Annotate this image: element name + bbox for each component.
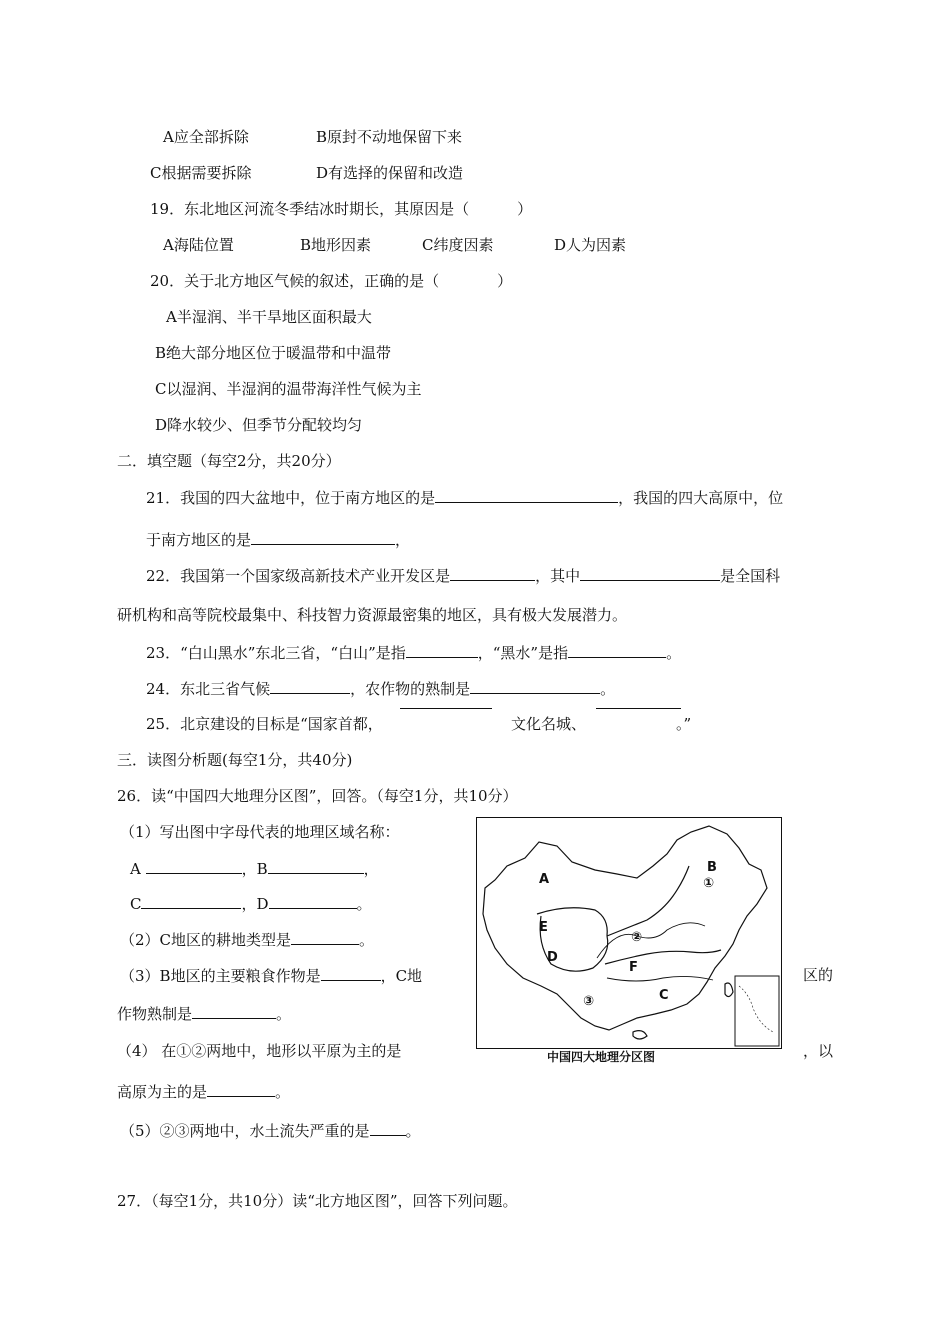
q26-sub3-text-1: （3）B地区的主要粮食作物是 [120,967,321,985]
q26-blank-sub5[interactable] [370,1120,406,1136]
q26-sub4-tail: ，以 [803,1042,834,1060]
inset-coastline [739,986,773,1032]
q26-d-label: ，D [241,895,269,913]
map-label-d: D [547,950,558,965]
q22-text-1: 22．我国第一个国家级高新技术产业开发区是 [146,567,451,585]
map-label-b: B [707,860,717,875]
q22-line1 [146,565,780,586]
map-label-e: E [539,920,548,935]
q26-sub5-period: 。 [405,1122,421,1140]
q23-blank-1[interactable] [406,642,478,658]
q21-text-2: ，我国的四大高原中，位 [618,489,784,507]
q24-blank-1[interactable] [270,678,350,694]
q26-b-label: ，B [241,860,268,878]
q25-blank-2[interactable] [596,708,681,709]
q26-sub2-period: 。 [359,931,375,949]
q26-period: 。 [356,895,372,913]
q26-sub3-line2 [117,1003,291,1024]
q19-option-b: B地形因素 [300,236,372,254]
q26-sub4: （4） 在①②两地中，地形以平原为主的是 [117,1042,402,1060]
q26-sub1: （1）写出图中字母代表的地理区域名称： [120,823,400,841]
map-label-n2: ② [631,930,643,945]
q26-sub5 [120,1120,421,1141]
q26-sub5-text: （5）②③两地中，水土流失严重的是 [120,1122,370,1140]
q19-option-d: D人为因素 [554,236,627,254]
q21-blank-1[interactable] [435,487,618,503]
q26-sub2-text: （2）C地区的耕地类型是 [120,931,292,949]
q26-sub3-line2-text: 作物熟制是 [117,1005,193,1023]
q24-blank-2[interactable] [470,678,600,694]
map-outline-graphic [477,818,781,1048]
q21-text-1: 21．我国的四大盆地中，位于南方地区的是 [146,489,436,507]
q27-stem: 27．（每空1分，共10分）读“北方地区图”，回答下列问题。 [117,1192,518,1210]
q26-blank-sub3-2[interactable] [192,1003,276,1019]
q25-text-2: 文化名城、 [511,715,587,733]
q21-blank-2[interactable] [251,529,395,545]
q20-option-c: C以湿润、半湿润的温带海洋性气候为主 [155,380,422,398]
q26-blank-sub2[interactable] [291,929,359,945]
q22-text-4: 研机构和高等院校最集中、科技智力资源最密集的地区，具有极大发展潜力。 [117,606,628,624]
q26-comma: ， [363,860,379,878]
boundary-qinling-huaihe [605,950,721,964]
q21-line2 [146,529,410,550]
q26-blank-sub4[interactable] [207,1081,275,1097]
q19-stem [150,199,532,219]
map-label-c: C [659,988,669,1003]
map-label-a: A [539,872,550,887]
map-label-n1: ① [703,876,715,891]
q26-sub2 [120,929,374,950]
q26-sub3-period: 。 [276,1005,292,1023]
q26-sub4-line2-text: 高原为主的是 [117,1083,208,1101]
yangtze-river [607,976,713,981]
q19-option-a: A海陆位置 [163,236,234,254]
q26-blank-sub3-1[interactable] [321,965,381,981]
q25-text-1: 25．北京建设的目标是“国家首都， [146,715,383,733]
q22-text-3: 是全国科 [720,567,781,585]
q26-blank-c[interactable] [141,893,241,909]
q24-text-2: ，农作物的熟制是 [350,680,471,698]
q24-line [146,678,615,699]
map-label-n3: ③ [583,994,595,1009]
q20-option-b: B绝大部分地区位于暖温带和中温带 [155,344,392,362]
q20-stem [150,271,512,291]
q18-option-d: D有选择的保留和改造 [316,164,464,182]
q21-text-3: 于南方地区的是 [146,531,252,549]
q26-sub4-period: 。 [275,1083,291,1101]
q23-text-1: 23．“白山黑水”东北三省，“白山”是指 [146,644,406,662]
q26-blank-a[interactable] [146,858,242,874]
map-label-f: F [629,960,638,975]
q26-sub3-text-2: ，C地 [380,967,423,985]
q26-c-label: C [130,895,142,913]
q26-sub3-tail: 区的 [803,966,834,984]
section-2-title: 二．填空题（每空2分，共20分） [117,452,341,470]
q19-option-c: C纬度因素 [422,236,494,254]
q20-stem-text: 20．关于北方地区气候的叙述，正确的是（ [150,272,440,290]
q22-blank-1[interactable] [450,565,535,581]
q22-text-2: ，其中 [535,567,581,585]
q26-blank-b[interactable] [268,858,364,874]
q26-ab-line [130,858,379,879]
map-caption: 中国四大地理分区图 [546,1050,655,1064]
taiwan-island [725,983,733,997]
south-china-sea-inset [735,976,779,1046]
q26-blank-d[interactable] [269,893,357,909]
hainan-island [633,1031,647,1039]
china-four-regions-map [476,817,782,1049]
q26-cd-line [130,893,372,914]
q18-option-b: B原封不动地保留下来 [316,128,463,146]
q21-line1 [146,487,783,508]
q25-blank-1[interactable] [400,708,492,709]
section-3-title: 三．读图分析题(每空1分，共40分) [117,751,353,769]
q21-text-4: ， [395,531,411,549]
q26-stem: 26．读“中国四大地理分区图”，回答。（每空1分，共10分） [117,787,518,805]
q24-text-1: 24．东北三省气候 [146,680,271,698]
q23-line [146,642,681,663]
q26-sub3 [120,965,422,986]
q20-option-d: D降水较少、但季节分配较均匀 [155,416,363,434]
q18-option-c: C根据需要拆除 [150,164,252,182]
q24-text-3: 。 [600,680,616,698]
q18-option-a: A应全部拆除 [163,128,249,146]
q23-text-3: 。 [666,644,682,662]
q19-paren-close: ） [517,200,533,218]
q23-text-2: ，“黑水”是指 [477,644,569,662]
q26-a-label: A [130,860,141,878]
q25-text-3: 。” [676,715,692,733]
q22-blank-2[interactable] [580,565,720,581]
china-border [483,826,767,1030]
q19-stem-text: 19．东北地区河流冬季结冰时期长，其原因是（ [150,200,470,218]
q20-paren-close: ） [497,272,513,290]
q26-sub4-line2 [117,1081,290,1102]
q20-option-a: A半湿润、半干旱地区面积最大 [166,308,372,326]
q23-blank-2[interactable] [568,642,666,658]
